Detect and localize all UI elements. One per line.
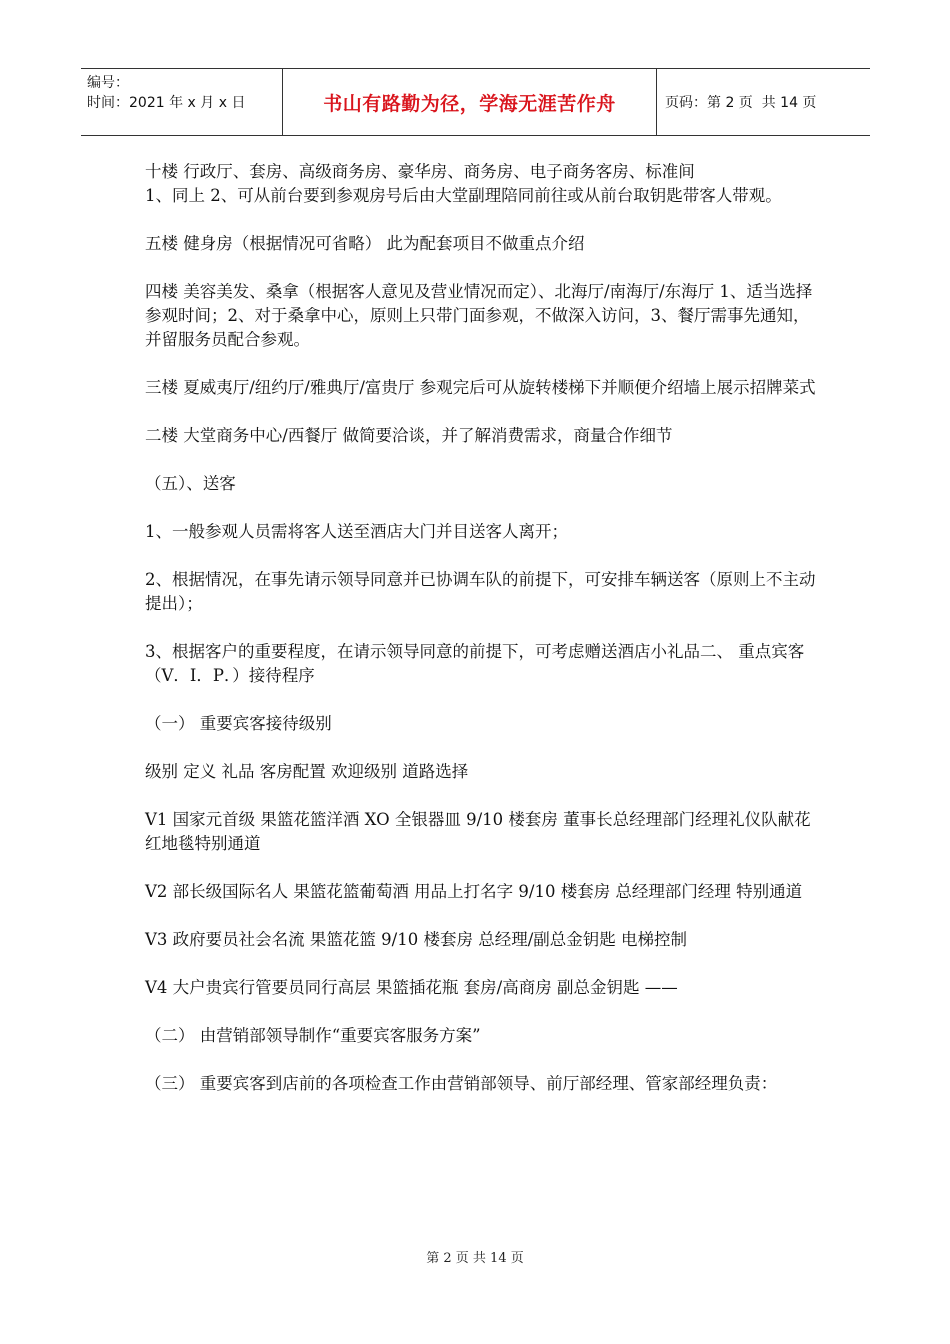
document-body	[145, 160, 817, 1120]
section-heading-service-plan: （二） 由营销部领导制作“重要宾客服务方案”	[145, 1026, 481, 1045]
footer-page-number: 第 2 页 共 14 页	[426, 1251, 524, 1266]
page-info-text: 页码：第 2 页 共 14 页	[665, 95, 817, 111]
paragraph-second-floor: 二楼 大堂商务中心/西餐厅 做简要洽谈，并了解消费需求，商量合作细节	[145, 426, 673, 445]
section-heading-vip-levels: （一） 重要宾客接待级别	[145, 714, 332, 733]
paragraph-fifth-floor: 五楼 健身房（根据情况可省略） 此为配套项目不做重点介绍	[145, 234, 585, 253]
paragraph-fourth-floor: 四楼 美容美发、桑拿（根据客人意见及营业情况而定）、北海厅/南海厅/东海厅 1、适当选择参观时间；2、对于桑拿中心，原则上只带门面参观，不做深入访问，3、餐厅需事先通知，并留服务员配合参观。	[145, 282, 813, 349]
doc-time-label: 时间：2021 年 x 月 x 日	[87, 95, 246, 111]
paragraph-tenth-floor: 十楼 行政厅、套房、高级商务房、豪华房、商务房、电子商务客房、标准间	[145, 162, 695, 181]
vip-table-header: 级别 定义 礼品 客房配置 欢迎级别 道路选择	[145, 762, 469, 781]
section-heading-send-off: （五）、送客	[145, 474, 236, 493]
paragraph-send-off-1: 1、一般参观人员需将客人送至酒店大门并目送客人离开；	[145, 522, 568, 541]
page-header	[81, 68, 870, 136]
doc-number-label: 编号：	[87, 75, 129, 91]
paragraph-send-off-3: 3、根据客户的重要程度，在请示领导同意的前提下，可考虑赠送酒店小礼品二、 重点宾客（V．I．P．）接待程序	[145, 642, 805, 685]
header-motto: 书山有路勤为径，学海无涯苦作舟	[283, 69, 657, 135]
vip-level-v4: V4 大户贵宾行管要员同行高层 果篮插花瓶 套房/高商房 副总金钥匙 ——	[145, 978, 678, 997]
page-footer	[0, 1247, 950, 1266]
vip-level-v1: V1 国家元首级 果篮花篮洋酒 XO 全银器皿 9/10 楼套房 董事长总经理部门经理礼仪队献花 红地毯特别通道	[145, 810, 816, 853]
vip-level-v2: V2 部长级国际名人 果篮花篮葡萄酒 用品上打名字 9/10 楼套房 总经理部门经理 特别通道	[145, 882, 803, 901]
section-heading-pre-arrival-check: （三） 重要宾客到店前的各项检查工作由营销部领导、前厅部经理、管家部经理负责：	[145, 1074, 778, 1093]
vip-level-v3: V3 政府要员社会名流 果篮花篮 9/10 楼套房 总经理/副总金钥匙 电梯控制	[145, 930, 687, 949]
paragraph-tenth-floor-notes: 1、同上 2、可从前台要到参观房号后由大堂副理陪同前往或从前台取钥匙带客人带观。	[145, 186, 782, 205]
paragraph-send-off-2: 2、根据情况，在事先请示领导同意并已协调车队的前提下，可安排车辆送客（原则上不主动提出）；	[145, 570, 816, 613]
header-page-info	[657, 69, 870, 135]
header-meta	[81, 69, 283, 135]
paragraph-third-floor: 三楼 夏威夷厅/纽约厅/雅典厅/富贵厅 参观完后可从旋转楼梯下并顺便介绍墙上展示招牌菜式	[145, 378, 816, 397]
